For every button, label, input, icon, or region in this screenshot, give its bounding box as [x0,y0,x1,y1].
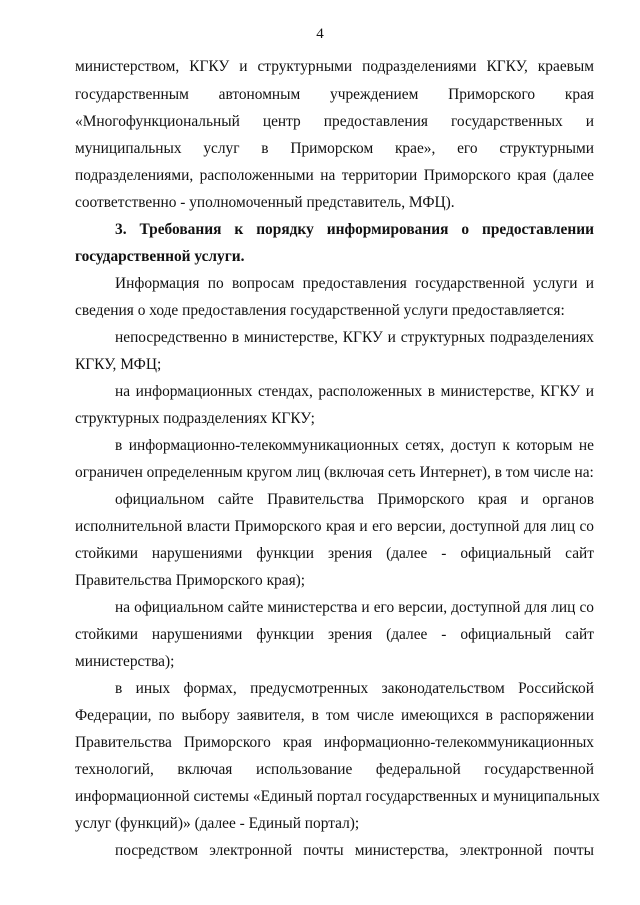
text-line: посредством электронной почты министерства, электронной почты [115,842,594,859]
text-line: государственным автономным учреждением Приморского края [75,86,594,103]
text-line: на информационных стендах, расположенных в министерстве, КГКУ и [115,383,594,400]
text-line: «Многофункциональный центр предоставления государственных и [75,113,594,130]
text-line: в информационно-телекоммуникационных сетях, доступ к которым не [115,437,594,454]
text-line: Федерации, по выбору заявителя, в том числе имеющихся в распоряжении [75,707,594,724]
text-line: сведения о ходе предоставления государственной услуги предоставляется: [75,302,565,319]
text-line: услуг (функций)» (далее - Единый портал); [75,815,360,832]
text-line: ограничен определенным кругом лиц (включая сеть Интернет), в том числе на: [75,464,594,481]
text-line: на официальном сайте министерства и его версии, доступной для лиц со [115,599,594,616]
text-line: Информация по вопросам предоставления государственной услуги и [115,275,594,292]
text-line: стойкими нарушениями функции зрения (далее - официальный сайт [75,626,594,643]
section-heading-continuation: государственной услуги. [75,248,245,265]
text-line: стойкими нарушениями функции зрения (далее - официальный сайт [75,545,594,562]
text-line: информационной системы «Единый портал государственных и муниципальных [75,788,600,805]
text-line: КГКУ, МФЦ; [75,356,162,373]
text-line: структурных подразделениях КГКУ; [75,410,315,427]
text-line: министерством, КГКУ и структурными подразделениями КГКУ, краевым [75,58,594,75]
text-line: соответственно - уполномоченный представитель, МФЦ). [75,194,455,211]
text-line: Правительства Приморского края информационно-телекоммуникационных [75,734,594,751]
text-line: министерства); [75,653,175,670]
section-heading: 3. Требования к порядку информирования о предоставлении [115,221,594,238]
text-line: технологий, включая использование федеральной государственной [75,761,594,778]
text-line: Правительства Приморского края); [75,572,306,589]
page-number: 4 [316,26,324,42]
text-line: исполнительной власти Приморского края и его версии, доступной для лиц со [75,518,594,535]
text-line: в иных формах, предусмотренных законодательством Российской [115,680,594,697]
text-line: подразделениями, расположенными на территории Приморского края (далее [75,167,594,184]
text-line: муниципальных услуг в Приморском крае», его структурными [75,140,594,157]
text-line: официальном сайте Правительства Приморского края и органов [115,491,594,508]
text-line: непосредственно в министерстве, КГКУ и структурных подразделениях [115,329,594,346]
